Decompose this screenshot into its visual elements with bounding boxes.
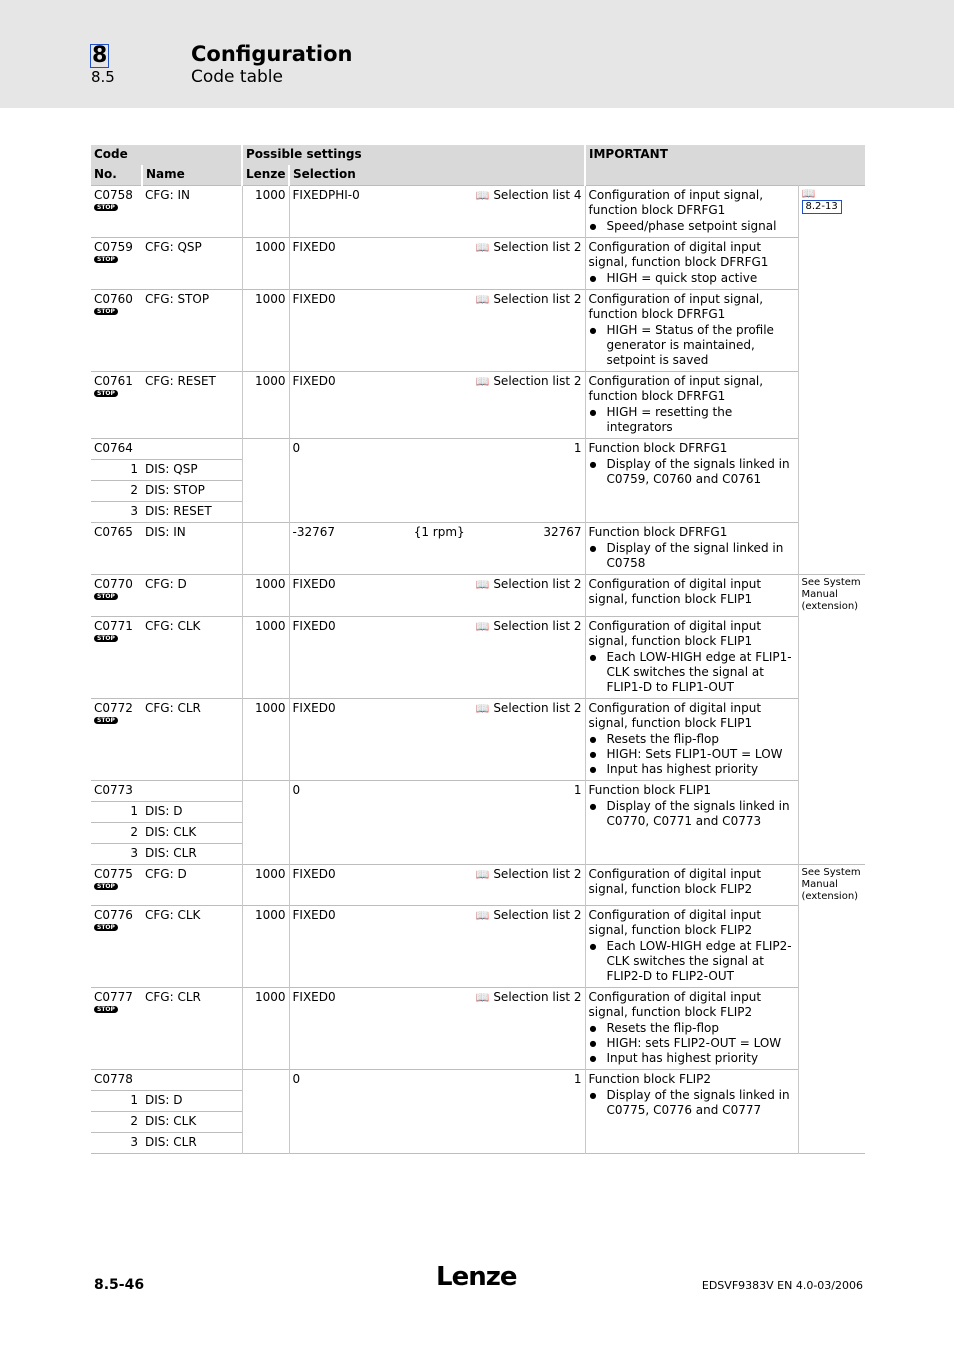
range-wrap <box>293 783 582 798</box>
selection-list-label: Selection list 2 <box>493 700 582 715</box>
name-cell: CFG: D <box>142 575 242 617</box>
selection-cell <box>289 238 585 290</box>
selection-cell <box>289 186 585 238</box>
name-cell: CFG: CLK <box>142 616 242 698</box>
lenze-cell: 1000 <box>242 864 289 906</box>
stop-icon: STOP <box>94 635 118 642</box>
range-wrap <box>293 1072 582 1087</box>
reference-cell <box>798 575 865 617</box>
important-line: Configuration of digital input <box>588 700 762 715</box>
code-cell <box>91 1070 142 1091</box>
code-number: C0764 <box>94 441 133 455</box>
selection-default: FIXED0 <box>292 908 336 922</box>
important-line: signal, function block FLIP1 <box>588 715 753 730</box>
subcode-name: DIS: D <box>142 801 242 822</box>
book-icon: 📖 <box>475 867 490 881</box>
table-row <box>91 864 865 906</box>
subcode-name: DIS: D <box>142 1091 242 1112</box>
selection-list-ref <box>476 577 582 592</box>
table-bottom-rule <box>91 1154 865 1155</box>
lenze-cell: 1000 <box>242 575 289 617</box>
selection-list-label: Selection list 2 <box>493 292 582 306</box>
selection-cell <box>289 616 585 698</box>
name-cell: CFG: D <box>142 864 242 906</box>
important-line: signal, function block FLIP1 <box>588 633 753 648</box>
selection-list-ref <box>476 374 582 389</box>
code-cell <box>91 864 142 906</box>
bullet-item: ● Display of the signals linked in C0770, C0771 and C0773 <box>607 799 795 829</box>
subcode-number: 3 <box>91 843 142 864</box>
code-cell <box>91 238 142 290</box>
table-row <box>91 698 865 780</box>
code-number: C0771 <box>94 618 133 633</box>
reference-cell <box>798 616 865 698</box>
important-bullets <box>589 271 795 286</box>
subcode-name: DIS: STOP <box>142 481 242 502</box>
important-line: Function block FLIP2 <box>588 1072 712 1086</box>
bullet-item: ● Resets the flip-flop <box>607 732 795 747</box>
important-line: Configuration of input signal, <box>588 292 764 306</box>
book-icon: 📖 <box>801 187 816 200</box>
lenze-logo: Lenze <box>436 1262 517 1292</box>
code-number: C0760 <box>94 292 133 306</box>
selection-list-ref <box>476 619 582 634</box>
important-line: signal, function block FLIP1 <box>588 592 753 606</box>
selection-list-ref <box>476 188 582 203</box>
subcode-name: DIS: QSP <box>142 460 242 481</box>
subcode-number: 2 <box>91 481 142 502</box>
lenze-cell: 1000 <box>242 290 289 372</box>
selection-default: FIXED0 <box>292 618 336 633</box>
bullet-item: ● HIGH = Status of the profile generator is maintained, setpoint is saved <box>607 323 795 368</box>
selection-cell <box>289 1070 585 1154</box>
selection-default: FIXED0 <box>292 700 336 715</box>
selection-cell <box>289 698 585 780</box>
code-cell <box>91 616 142 698</box>
selection-wrap <box>293 188 582 203</box>
code-number: C0778 <box>94 1072 133 1086</box>
name-cell: CFG: QSP <box>142 238 242 290</box>
important-line: Configuration of digital input <box>588 240 762 254</box>
selection-wrap <box>293 240 582 255</box>
reference-cell <box>798 1070 865 1154</box>
selection-cell <box>289 290 585 372</box>
range-min: 0 <box>292 441 301 455</box>
reference-cell <box>798 864 865 906</box>
table-row <box>91 1070 865 1091</box>
name-cell: DIS: IN <box>142 523 242 575</box>
important-cell <box>585 988 798 1070</box>
header-name: Name <box>142 165 242 186</box>
book-icon: 📖 <box>475 241 490 254</box>
important-line: Configuration of digital input <box>588 990 762 1004</box>
code-number: C0775 <box>94 866 133 881</box>
section-title: Code table <box>191 67 283 87</box>
important-line: Function block DFRFG1 <box>588 525 728 539</box>
stop-icon: STOP <box>94 204 118 211</box>
important-bullets <box>589 939 795 984</box>
bullet-item: ● Display of the signals linked in C0759, C0760 and C0761 <box>607 457 795 487</box>
selection-default: FIXED0 <box>292 577 336 591</box>
subcode-name: DIS: CLK <box>142 1112 242 1133</box>
range-max: 1 <box>573 1072 582 1086</box>
lenze-cell <box>242 1070 289 1154</box>
selection-cell <box>289 439 585 523</box>
reference-note: See System Manual (extension) <box>801 577 861 612</box>
name-cell: CFG: STOP <box>142 290 242 372</box>
selection-list-label: Selection list 4 <box>493 188 582 202</box>
header-important-blank <box>585 165 798 186</box>
subcode-number: 1 <box>91 460 142 481</box>
table-row <box>91 988 865 1070</box>
reference-cell <box>798 523 865 575</box>
range-wrap <box>293 441 582 456</box>
selection-wrap <box>293 374 582 389</box>
important-line: Configuration of digital input <box>588 577 762 591</box>
code-cell <box>91 523 142 575</box>
lenze-cell: 1000 <box>242 698 289 780</box>
lenze-cell: 1000 <box>242 186 289 238</box>
section-number: 8.5 <box>91 68 115 86</box>
subcode-number: 1 <box>91 1091 142 1112</box>
subcode-name: DIS: CLR <box>142 843 242 864</box>
selection-default: FIXED0 <box>292 292 336 306</box>
selection-list-ref <box>476 867 582 882</box>
important-cell <box>585 698 798 780</box>
important-line: signal, function block FLIP2 <box>588 1005 753 1019</box>
selection-default: FIXED0 <box>292 866 336 881</box>
selection-list-ref <box>476 292 582 307</box>
important-line: Configuration of digital input <box>588 908 762 922</box>
reference-cell <box>798 698 865 780</box>
bullet-item: ● Input has highest priority <box>607 1051 795 1066</box>
reference-link[interactable]: 8.2-13 <box>802 200 842 214</box>
bullet-item: ● HIGH: Sets FLIP1-OUT = LOW <box>607 747 795 762</box>
subcode-name: DIS: CLK <box>142 822 242 843</box>
selection-wrap <box>293 292 582 307</box>
name-cell: CFG: CLR <box>142 698 242 780</box>
code-number: C0777 <box>94 990 133 1004</box>
table-row <box>91 575 865 617</box>
document-id: EDSVF9383V EN 4.0-03/2006 <box>701 1279 863 1292</box>
stop-icon: STOP <box>94 717 118 724</box>
reference-cell <box>798 372 865 439</box>
name-cell <box>142 780 242 801</box>
code-number: C0765 <box>94 525 133 539</box>
important-line: signal, function block FLIP2 <box>588 923 753 937</box>
lenze-cell: 1000 <box>242 988 289 1070</box>
code-number: C0772 <box>94 700 133 715</box>
lenze-cell: 1000 <box>242 372 289 439</box>
name-cell <box>142 439 242 460</box>
range-min: 0 <box>292 1072 301 1086</box>
table-row <box>91 906 865 988</box>
reference-cell <box>798 186 865 238</box>
selection-list-label: Selection list 2 <box>493 577 582 591</box>
selection-cell <box>289 575 585 617</box>
selection-list-ref <box>476 701 582 716</box>
table-row <box>91 616 865 698</box>
selection-wrap <box>293 867 582 882</box>
book-icon: 📖 <box>475 293 490 306</box>
lenze-cell: 1000 <box>242 238 289 290</box>
code-number: C0761 <box>94 374 133 388</box>
selection-wrap <box>293 577 582 592</box>
selection-default: FIXED0 <box>292 990 336 1004</box>
code-cell <box>91 988 142 1070</box>
lenze-cell <box>242 523 289 575</box>
range-max: 1 <box>573 782 582 797</box>
selection-list-label: Selection list 2 <box>493 374 582 388</box>
lenze-cell <box>242 439 289 523</box>
code-number: C0759 <box>94 240 133 254</box>
stop-icon: STOP <box>94 883 118 890</box>
selection-cell <box>289 988 585 1070</box>
important-cell <box>585 575 798 617</box>
important-line: Configuration of input signal, <box>588 374 764 388</box>
lenze-cell: 1000 <box>242 906 289 988</box>
reference-cell <box>798 238 865 290</box>
important-line: function block DFRFG1 <box>588 389 726 403</box>
subcode-number: 3 <box>91 1133 142 1154</box>
header-selection: Selection <box>289 165 585 186</box>
important-cell <box>585 1070 798 1154</box>
range-max: 1 <box>573 441 582 455</box>
code-number: C0770 <box>94 577 133 591</box>
code-cell <box>91 906 142 988</box>
code-number: C0758 <box>94 188 133 202</box>
table-row <box>91 186 865 238</box>
selection-list-ref <box>476 908 582 923</box>
reference-cell <box>798 906 865 988</box>
name-cell: CFG: CLR <box>142 988 242 1070</box>
important-cell <box>585 864 798 906</box>
stop-icon: STOP <box>94 390 118 397</box>
important-bullets <box>589 219 795 234</box>
book-icon: 📖 <box>475 619 490 633</box>
bullet-item: ● Each LOW-HIGH edge at FLIP2-CLK switches the signal at FLIP2-D to FLIP2-OUT <box>607 939 795 984</box>
bullet-item: ● Each LOW-HIGH edge at FLIP1-CLK switches the signal at FLIP1-D to FLIP1-OUT <box>607 650 795 695</box>
important-cell <box>585 372 798 439</box>
important-bullets <box>589 1021 795 1066</box>
table-bottom-cell <box>91 1154 865 1155</box>
name-cell: CFG: IN <box>142 186 242 238</box>
important-line: Configuration of digital input <box>588 618 762 633</box>
range-wrap <box>293 525 582 540</box>
bullet-item: ● Resets the flip-flop <box>607 1021 795 1036</box>
name-cell: CFG: CLK <box>142 906 242 988</box>
range-max: 32767 <box>543 525 582 539</box>
book-icon: 📖 <box>475 189 490 202</box>
code-number: C0776 <box>94 908 133 922</box>
lenze-cell: 1000 <box>242 616 289 698</box>
header-important-ref-blank <box>798 165 865 186</box>
selection-default: FIXED0 <box>292 374 336 388</box>
chapter-title: Configuration <box>191 42 353 66</box>
table-row <box>91 523 865 575</box>
subcode-number: 3 <box>91 502 142 523</box>
code-cell <box>91 186 142 238</box>
book-icon: 📖 <box>475 701 490 715</box>
important-bullets <box>589 323 795 368</box>
selection-cell <box>289 523 585 575</box>
stop-icon: STOP <box>94 1006 118 1013</box>
bullet-item: ● Display of the signals linked in C0775, C0776 and C0777 <box>607 1088 795 1118</box>
selection-default: FIXEDPHI-0 <box>292 188 360 202</box>
important-cell <box>585 523 798 575</box>
table-row <box>91 439 865 460</box>
important-bullets <box>589 541 795 571</box>
stop-icon: STOP <box>94 593 118 600</box>
code-table <box>91 145 865 1154</box>
selection-cell <box>289 864 585 906</box>
important-cell <box>585 780 798 864</box>
selection-list-ref <box>476 240 582 255</box>
code-cell <box>91 780 142 801</box>
subcode-name: DIS: RESET <box>142 502 242 523</box>
book-icon: 📖 <box>475 578 490 591</box>
range-min: 0 <box>292 782 301 797</box>
important-line: signal, function block FLIP2 <box>588 881 753 896</box>
selection-list-label: Selection list 2 <box>493 866 582 881</box>
chapter-number[interactable]: 8 <box>92 43 108 68</box>
selection-list-label: Selection list 2 <box>493 990 582 1004</box>
selection-wrap <box>293 619 582 634</box>
selection-wrap <box>293 990 582 1005</box>
name-cell: CFG: RESET <box>142 372 242 439</box>
selection-wrap <box>293 908 582 923</box>
subcode-name: DIS: CLR <box>142 1133 242 1154</box>
table-row <box>91 238 865 290</box>
important-cell <box>585 616 798 698</box>
bullet-item: ● HIGH: sets FLIP2-OUT = LOW <box>607 1036 795 1051</box>
important-bullets <box>589 1088 795 1118</box>
important-bullets <box>589 799 795 829</box>
important-line: function block DFRFG1 <box>588 307 726 321</box>
important-cell <box>585 238 798 290</box>
important-cell <box>585 186 798 238</box>
important-bullets <box>589 732 795 777</box>
bullet-item: ● Speed/phase setpoint signal <box>607 219 795 234</box>
bullet-item: ● HIGH = resetting the integrators <box>607 405 795 435</box>
important-line: Configuration of digital input <box>588 866 762 881</box>
code-cell <box>91 575 142 617</box>
reference-cell <box>798 780 865 864</box>
bullet-item: ● Display of the signal linked in C0758 <box>607 541 795 571</box>
selection-list-label: Selection list 2 <box>493 240 582 254</box>
code-cell <box>91 372 142 439</box>
selection-wrap <box>293 701 582 716</box>
header-important: IMPORTANT <box>585 145 865 165</box>
reference-cell <box>798 988 865 1070</box>
bullet-item: ● Input has highest priority <box>607 762 795 777</box>
subcode-number: 1 <box>91 801 142 822</box>
subcode-number: 2 <box>91 822 142 843</box>
important-bullets <box>589 457 795 487</box>
table-row <box>91 780 865 801</box>
important-line: Function block FLIP1 <box>588 782 712 797</box>
important-cell <box>585 290 798 372</box>
selection-list-label: Selection list 2 <box>493 618 582 633</box>
important-bullets <box>589 405 795 435</box>
code-number: C0773 <box>94 782 133 797</box>
important-cell <box>585 906 798 988</box>
range-unit: {1 rpm} <box>413 525 465 539</box>
page-number: 8.5-46 <box>94 1277 145 1293</box>
name-cell <box>142 1070 242 1091</box>
reference-cell <box>798 290 865 372</box>
table-row <box>91 372 865 439</box>
stop-icon: STOP <box>94 256 118 263</box>
important-line: Configuration of input signal, <box>588 188 764 202</box>
page-header <box>0 0 954 108</box>
table-row <box>91 290 865 372</box>
important-bullets <box>589 650 795 695</box>
header-lenze: Lenze <box>242 165 289 186</box>
code-cell <box>91 439 142 460</box>
selection-list-ref <box>476 990 582 1005</box>
book-icon: 📖 <box>475 991 490 1004</box>
selection-cell <box>289 780 585 864</box>
code-table-body <box>91 186 865 1155</box>
header-no: No. <box>91 165 142 186</box>
important-cell <box>585 439 798 523</box>
bullet-item: ● HIGH = quick stop active <box>607 271 795 286</box>
code-cell <box>91 698 142 780</box>
header-code: Code <box>91 145 242 165</box>
reference-cell <box>798 439 865 523</box>
lenze-cell <box>242 780 289 864</box>
range-min: -32767 <box>292 525 336 539</box>
selection-cell <box>289 372 585 439</box>
important-line: Function block DFRFG1 <box>588 441 728 455</box>
important-line: function block DFRFG1 <box>588 203 726 217</box>
stop-icon: STOP <box>94 308 118 315</box>
book-icon: 📖 <box>475 375 490 388</box>
important-line: signal, function block DFRFG1 <box>588 255 769 269</box>
stop-icon: STOP <box>94 924 118 931</box>
subcode-number: 2 <box>91 1112 142 1133</box>
code-cell <box>91 290 142 372</box>
selection-list-label: Selection list 2 <box>493 908 582 922</box>
header-possible-settings: Possible settings <box>242 145 585 165</box>
selection-cell <box>289 906 585 988</box>
book-icon: 📖 <box>475 909 490 922</box>
reference-note: See System Manual (extension) <box>801 866 861 902</box>
selection-default: FIXED0 <box>292 240 336 254</box>
